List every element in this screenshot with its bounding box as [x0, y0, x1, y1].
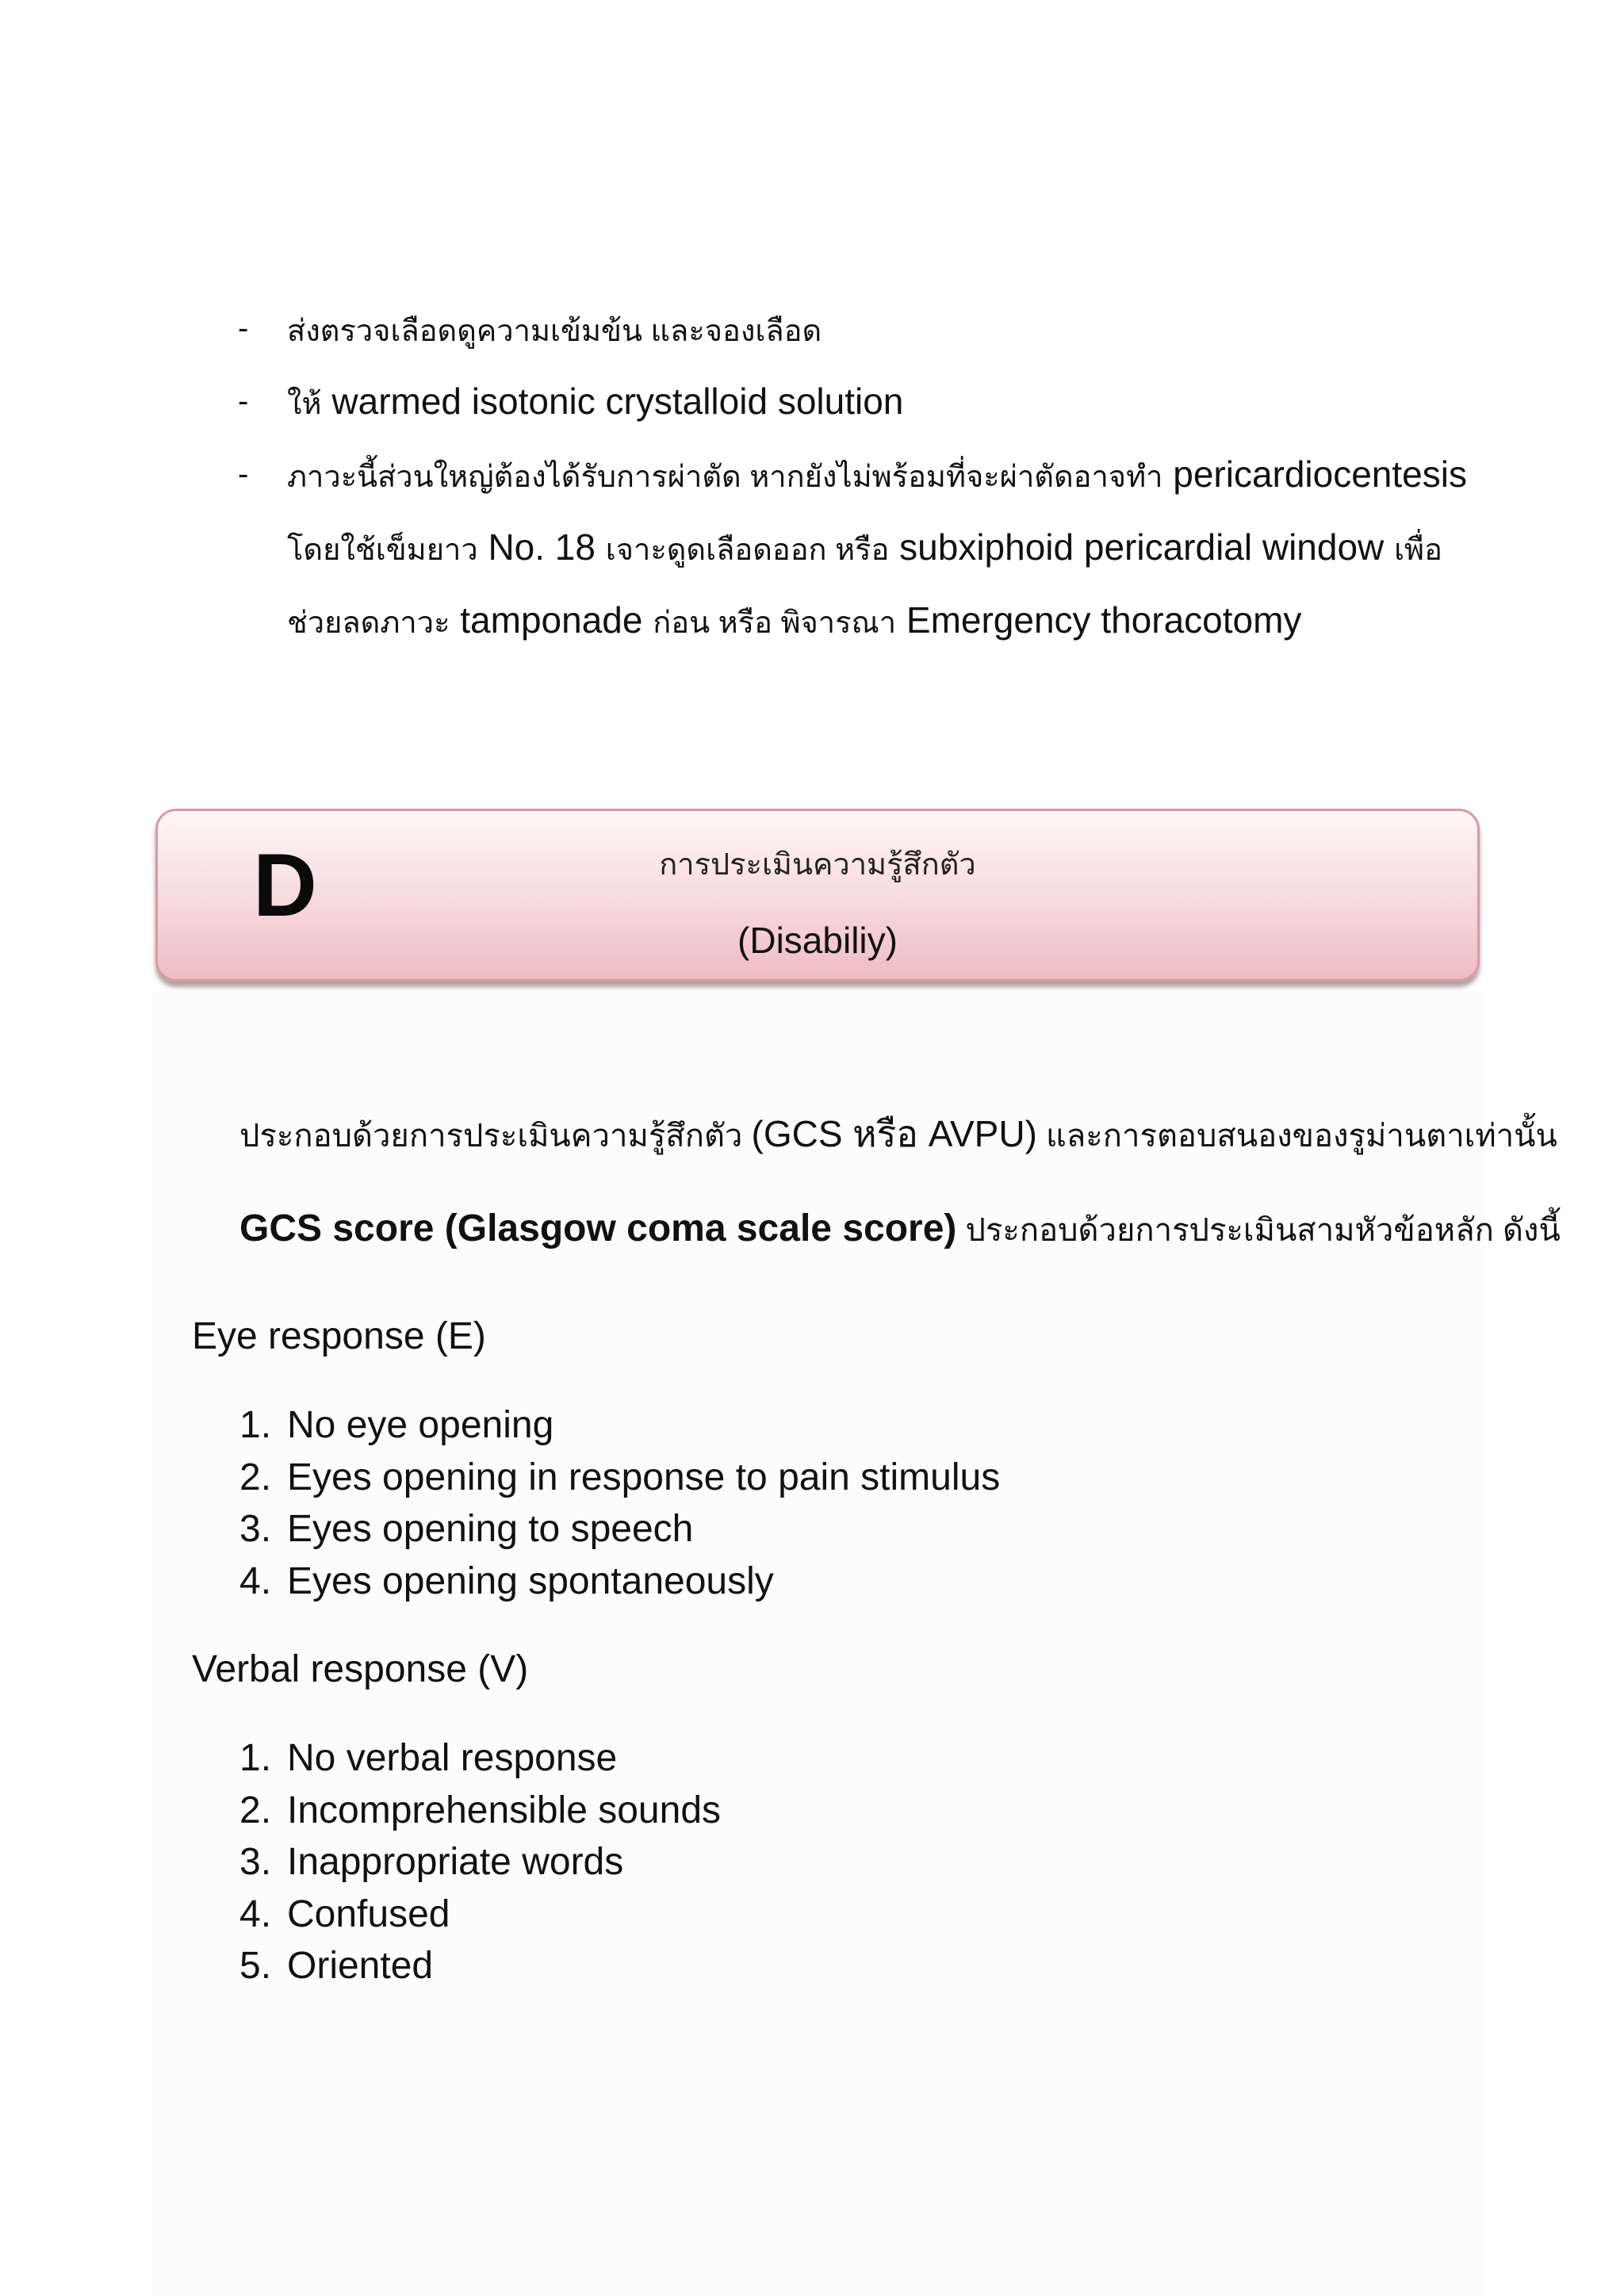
item-text: Eyes opening to speech — [287, 1508, 694, 1551]
intro-paragraph — [239, 1110, 1557, 1160]
item-text: Confused — [287, 1892, 450, 1935]
item-text: No verbal response — [287, 1737, 618, 1779]
dash-marker: - — [238, 457, 249, 492]
bullet-blood-test — [238, 293, 1475, 366]
intro-text-thai: ประกอบด้วยการประเมินความรู้สึกตัว — [239, 1119, 743, 1154]
bullet-text: ส่งตรวจเลือดดูความเข้มข้น และจองเลือด — [287, 315, 822, 348]
list-item — [239, 1888, 721, 1941]
item-number: 4. — [239, 1559, 272, 1602]
item-number: 1. — [239, 1404, 272, 1446]
bullet-text-en: warmed isotonic crystalloid solution — [331, 381, 904, 422]
bullet-text-thai: โดยใช้เข็มยาว — [287, 534, 478, 567]
item-number: 2. — [239, 1789, 272, 1831]
list-item — [239, 1399, 1000, 1452]
dash-marker: - — [238, 311, 249, 346]
bullet-text-en: No. 18 — [488, 526, 596, 568]
banner-letter: D — [253, 836, 317, 935]
list-item — [239, 1503, 1000, 1556]
bullet-surgery — [238, 439, 1475, 658]
bullet-text-en: pericardiocentesis — [1173, 453, 1467, 495]
item-number: 3. — [239, 1508, 272, 1551]
banner-title-english: (Disabiliy) — [737, 920, 898, 961]
bullet-text-thai: ก่อน หรือ พิจารณา — [653, 607, 897, 640]
section-banner-disability — [155, 809, 1480, 982]
banner-title-thai: การประเมินความรู้สึกตัว — [659, 848, 976, 882]
list-item — [239, 1836, 721, 1888]
dash-marker: - — [238, 384, 249, 419]
bullet-warmed-fluid — [238, 366, 1475, 439]
management-bullet-list — [238, 293, 1475, 658]
gcs-paragraph — [239, 1205, 1561, 1254]
bullet-text-en: tamponade — [460, 599, 643, 641]
bullet-text-thai: เพื่อ — [1394, 534, 1442, 567]
item-number: 3. — [239, 1841, 272, 1884]
list-item — [239, 1785, 721, 1837]
bullet-text-thai: ช่วยลดภาวะ — [287, 607, 450, 640]
bullet-text-thai: เจาะดูดเลือดออก หรือ — [605, 534, 890, 567]
item-text: Eyes opening spontaneously — [287, 1559, 774, 1602]
verbal-response-list — [239, 1732, 721, 1992]
gcs-title: GCS score (Glasgow coma scale score) — [239, 1207, 957, 1249]
intro-text-thai: และการตอบสนองของรูม่านตาเท่านั้น — [1046, 1119, 1557, 1154]
eye-response-heading: Eye response (E) — [192, 1315, 486, 1357]
intro-text-en: (GCS หรือ AVPU) — [751, 1113, 1037, 1154]
gcs-text-thai: ประกอบด้วยการประเมินสามหัวข้อหลัก ดังนี้ — [965, 1213, 1561, 1248]
bullet-text-en: Emergency thoracotomy — [906, 599, 1302, 641]
item-text: Inappropriate words — [287, 1841, 624, 1884]
bullet-text-en: subxiphoid pericardial window — [899, 526, 1385, 568]
page-background-shade — [152, 991, 1484, 2296]
bullet-text-thai: ให้ — [287, 388, 322, 421]
item-number: 5. — [239, 1945, 272, 1988]
list-item — [239, 1732, 721, 1785]
item-number: 1. — [239, 1737, 272, 1779]
item-text: Incomprehensible sounds — [287, 1789, 722, 1831]
item-text: Oriented — [287, 1945, 434, 1988]
list-item — [239, 1940, 721, 1992]
verbal-response-heading: Verbal response (V) — [192, 1648, 529, 1690]
list-item — [239, 1452, 1000, 1504]
item-number: 4. — [239, 1892, 272, 1935]
item-number: 2. — [239, 1456, 272, 1498]
eye-response-list — [239, 1399, 1000, 1607]
list-item — [239, 1556, 1000, 1608]
bullet-text-thai: ภาวะนี้ส่วนใหญ่ต้องได้รับการผ่าตัด หากยังไม่พร้อมที่จะผ่าตัดอาจทำ — [287, 461, 1163, 494]
item-text: No eye opening — [287, 1404, 554, 1446]
item-text: Eyes opening in response to pain stimulus — [287, 1456, 1001, 1498]
